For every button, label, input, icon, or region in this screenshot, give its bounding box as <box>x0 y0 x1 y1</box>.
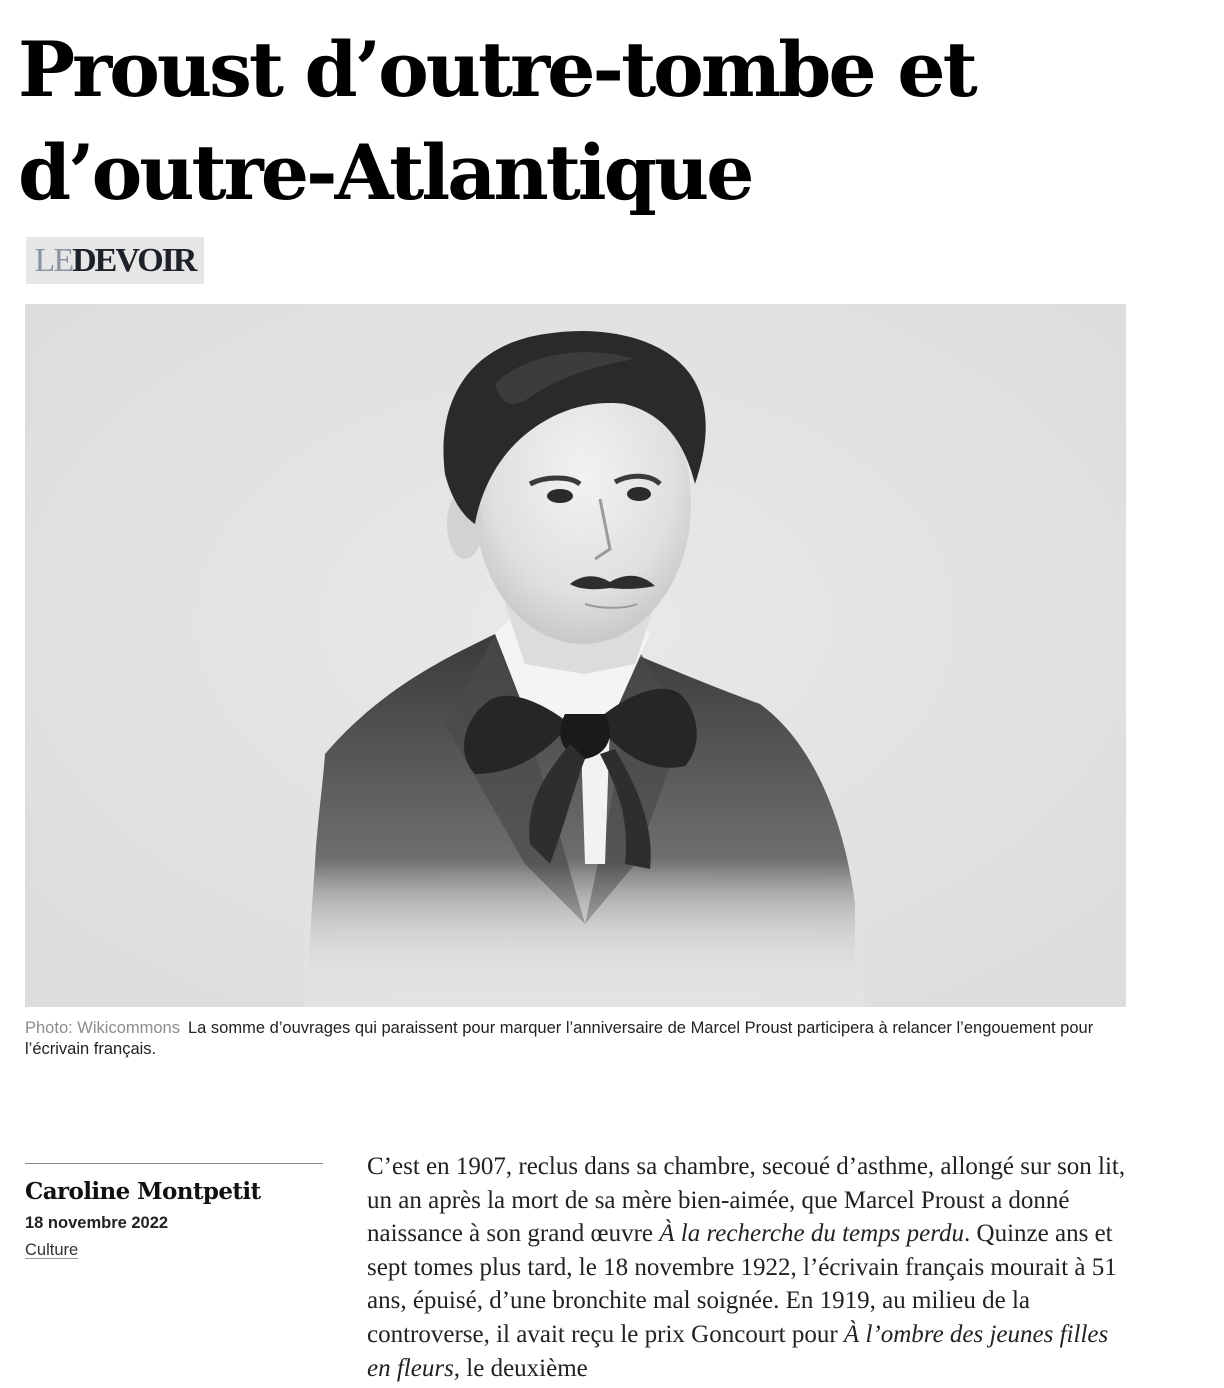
le-devoir-logo[interactable] <box>26 237 204 284</box>
photo-caption <box>25 1018 1125 1060</box>
caption-text: La somme d’ouvrages qui paraissent pour marquer l’anniversaire de Marcel Proust participera à relancer l’engouement pour l’écrivain français. <box>25 1019 1094 1058</box>
author-name[interactable]: Caroline Montpetit <box>25 1178 261 1205</box>
body-italic-title-1: À la recherche du temps perdu <box>659 1220 965 1248</box>
publish-date: 18 novembre 2022 <box>25 1214 169 1232</box>
article-title: Proust d’outre-tombe et d’outre-Atlantique <box>18 25 975 217</box>
body-text-2: . Quinze ans et sept tomes plus tard, le 18 novembre 1922, l’écrivain français mourait à 51 ans, épuisé, d’une bronchite mal soignée. En 1919, au milieu de la controverse, il avait reçu le prix Goncourt pour <box>367 1220 1117 1348</box>
logo-devoir-text: DEVOIR <box>72 241 196 279</box>
logo-le-text: LE <box>34 241 73 279</box>
body-text-3: le deuxième <box>460 1354 588 1382</box>
article-body-paragraph <box>367 1150 1137 1385</box>
body-italic-title-2: À l’ombre des jeunes filles en fleurs, <box>367 1320 1109 1382</box>
marcel-proust-portrait <box>25 304 1126 1007</box>
body-text-1: C’est en 1907, reclus dans sa chambre, secoué d’asthme, allongé sur son lit, un an après la mort de sa mère bien-aimée, que Marcel Proust a donné naissance à son grand œuvre <box>367 1153 1126 1248</box>
photo-credit: Photo: Wikicommons <box>25 1019 180 1037</box>
byline-divider <box>25 1163 323 1164</box>
article-photo <box>25 304 1126 1007</box>
section-link-culture[interactable]: Culture <box>25 1241 79 1259</box>
